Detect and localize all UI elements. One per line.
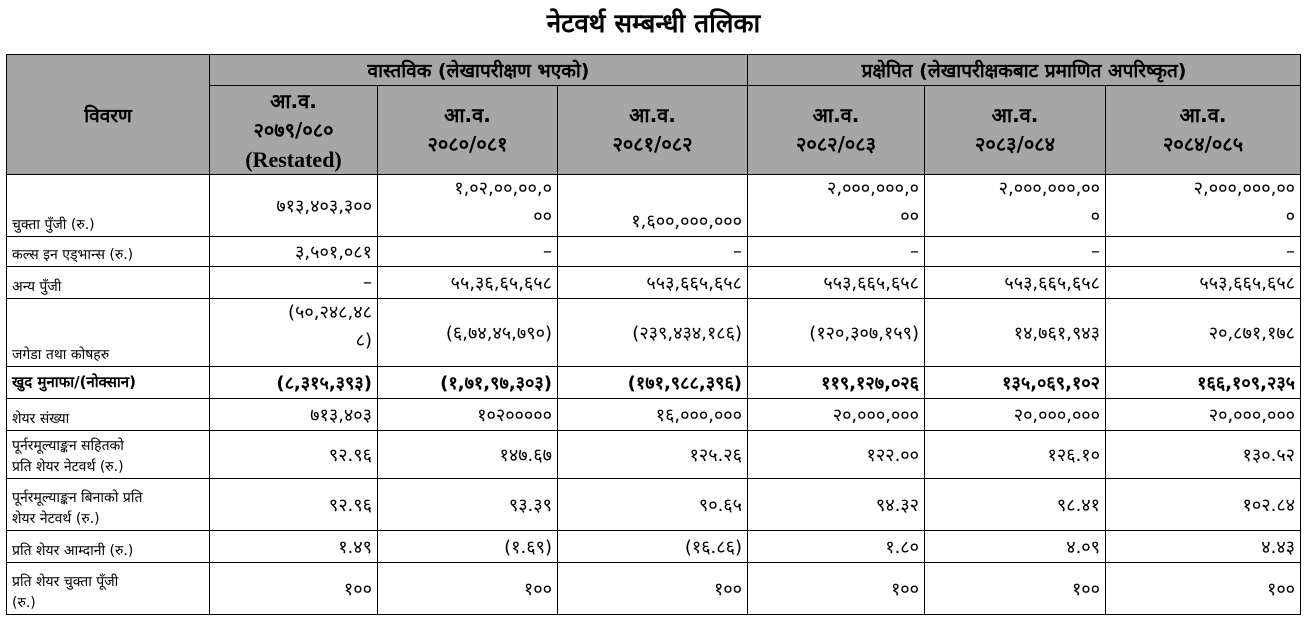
header-group-actual: वास्तविक (लेखापरीक्षण भएको) — [210, 55, 748, 86]
table-row — [7, 431, 1301, 479]
cell-value: १६,०००,००० — [558, 399, 748, 431]
table-row — [7, 531, 1301, 563]
cell-value: ७१३,४०३,३०० — [210, 175, 378, 237]
cell-value: २,०००,०००,० ०० — [748, 175, 925, 237]
row-label: प्रति शेयर चुक्ता पूँजी (रु.) — [7, 563, 210, 615]
cell-value: (१७१,९८८,३९६) — [558, 367, 748, 399]
cell-value: १४७.६७ — [378, 431, 558, 479]
row-label: अन्य पुँजी — [7, 267, 210, 299]
table-row — [7, 479, 1301, 531]
cell-value: (१.६९) — [378, 531, 558, 563]
cell-value: १२२.०० — [748, 431, 925, 479]
cell-value: १३०.५२ — [1106, 431, 1301, 479]
cell-value: १०० — [748, 563, 925, 615]
cell-value: १०२००००० — [378, 399, 558, 431]
cell-value: १६६,१०९,२३५ — [1106, 367, 1301, 399]
cell-value: १४,७६१,९४३ — [925, 299, 1106, 367]
row-label: चुक्ता पुँजी (रु.) — [7, 175, 210, 237]
table-row — [7, 367, 1301, 399]
row-label: खुद मुनाफा/(नोक्सान) — [7, 367, 210, 399]
cell-value: २०,०००,००० — [748, 399, 925, 431]
table-row — [7, 299, 1301, 367]
cell-value: १२५.२६ — [558, 431, 748, 479]
cell-value: ९०.६५ — [558, 479, 748, 531]
cell-value: ५५३,६६५,६५८ — [925, 267, 1106, 299]
header-year-5 — [925, 86, 1106, 175]
cell-value: २०,०००,००० — [1106, 399, 1301, 431]
cell-value: ४.०९ — [925, 531, 1106, 563]
page-title: नेटवर्थ सम्बन्धी तलिका — [546, 9, 761, 39]
table-row — [7, 267, 1301, 299]
cell-value: १०० — [378, 563, 558, 615]
header-year-2 — [378, 86, 558, 175]
row-label: शेयर संख्या — [7, 399, 210, 431]
cell-value: ७१३,४०३ — [210, 399, 378, 431]
cell-value: ५५३,६६५,६५८ — [558, 267, 748, 299]
year-prefix: आ.व. — [1179, 103, 1227, 127]
cell-value: (५०,२४८,४८ ८) — [210, 299, 378, 367]
table-row — [7, 237, 1301, 267]
cell-value: – — [210, 267, 378, 299]
row-label: प्रति शेयर आम्दानी (रु.) — [7, 531, 210, 563]
cell-value: २,०००,०००,०० ० — [925, 175, 1106, 237]
cell-value: २०,८७१,१७८ — [1106, 299, 1301, 367]
cell-value: ५५,३६,६५,६५८ — [378, 267, 558, 299]
table-row — [7, 563, 1301, 615]
cell-value: ९२.९६ — [210, 479, 378, 531]
cell-value: (२३९,४३४,१८६) — [558, 299, 748, 367]
cell-value: ३,५०१,०८१ — [210, 237, 378, 267]
year-value: २०८३/०८४ — [974, 132, 1056, 156]
cell-value: ११९,१२७,०२६ — [748, 367, 925, 399]
row-label: पूर्नरमूल्याङ्कन सहितको प्रति शेयर नेटवर्थ (रु.) — [7, 431, 210, 479]
row-label: पूर्नरमूल्याङ्कन बिनाको प्रति शेयर नेटवर्थ (रु.) — [7, 479, 210, 531]
cell-value: १०० — [210, 563, 378, 615]
cell-value: २०,०००,००० — [925, 399, 1106, 431]
year-value: २०८४/०८५ — [1162, 132, 1244, 156]
cell-value: ९४.३२ — [748, 479, 925, 531]
row-label: जगेडा तथा कोषहरु — [7, 299, 210, 367]
cell-value: (१,७१,९७,३०३) — [378, 367, 558, 399]
row-label: कल्स इन एड्भान्स (रु.) — [7, 237, 210, 267]
cell-value: ९८.४१ — [925, 479, 1106, 531]
cell-value: ९३.३९ — [378, 479, 558, 531]
cell-value: १,०२,००,००,० ०० — [378, 175, 558, 237]
header-year-1 — [210, 86, 378, 175]
cell-value: ४.४३ — [1106, 531, 1301, 563]
cell-value: १०० — [925, 563, 1106, 615]
cell-value: २,०००,०००,०० ० — [1106, 175, 1301, 237]
year-prefix: आ.व. — [629, 103, 676, 127]
year-prefix: आ.व. — [812, 103, 860, 127]
year-value: २०८१/०८२ — [612, 132, 693, 156]
cell-value: (६,७४,४५,७९०) — [378, 299, 558, 367]
networth-table — [6, 54, 1301, 615]
header-year-4 — [748, 86, 925, 175]
table-row — [7, 399, 1301, 431]
header-group-projected: प्रक्षेपित (लेखापरीक्षकबाट प्रमाणित अपरिष्कृत) — [748, 55, 1301, 86]
cell-value: – — [558, 237, 748, 267]
header-year-6 — [1106, 86, 1301, 175]
cell-value: ५५३,६६५,६५८ — [1106, 267, 1301, 299]
year-value: २०८२/०८३ — [795, 132, 877, 156]
cell-value: – — [1106, 237, 1301, 267]
cell-value: १०२.८४ — [1106, 479, 1301, 531]
header-particulars: विवरण — [7, 55, 210, 175]
cell-value: (८,३१५,३९३) — [210, 367, 378, 399]
table-row — [7, 175, 1301, 237]
year-prefix: आ.व. — [444, 103, 491, 127]
cell-value: १०० — [1106, 563, 1301, 615]
cell-value: १०० — [558, 563, 748, 615]
header-year-3 — [558, 86, 748, 175]
cell-value: १२६.१० — [925, 431, 1106, 479]
cell-value: (१६.८६) — [558, 531, 748, 563]
cell-value: – — [925, 237, 1106, 267]
year-prefix: आ.व. — [270, 88, 317, 113]
cell-value: ५५३,६६५,६५८ — [748, 267, 925, 299]
year-value: २०७९/०८० — [253, 117, 334, 142]
cell-value: १.८० — [748, 531, 925, 563]
cell-value: ९२.९६ — [210, 431, 378, 479]
year-prefix: आ.व. — [991, 103, 1039, 127]
cell-value: १,६००,०००,००० — [558, 175, 748, 237]
cell-value: – — [378, 237, 558, 267]
cell-value: – — [748, 237, 925, 267]
year-value: २०८०/०८१ — [427, 132, 508, 156]
year-note: (Restated) — [245, 146, 342, 172]
cell-value: १.४९ — [210, 531, 378, 563]
cell-value: (१२०,३०७,१५९) — [748, 299, 925, 367]
cell-value: १३५,०६९,१०२ — [925, 367, 1106, 399]
